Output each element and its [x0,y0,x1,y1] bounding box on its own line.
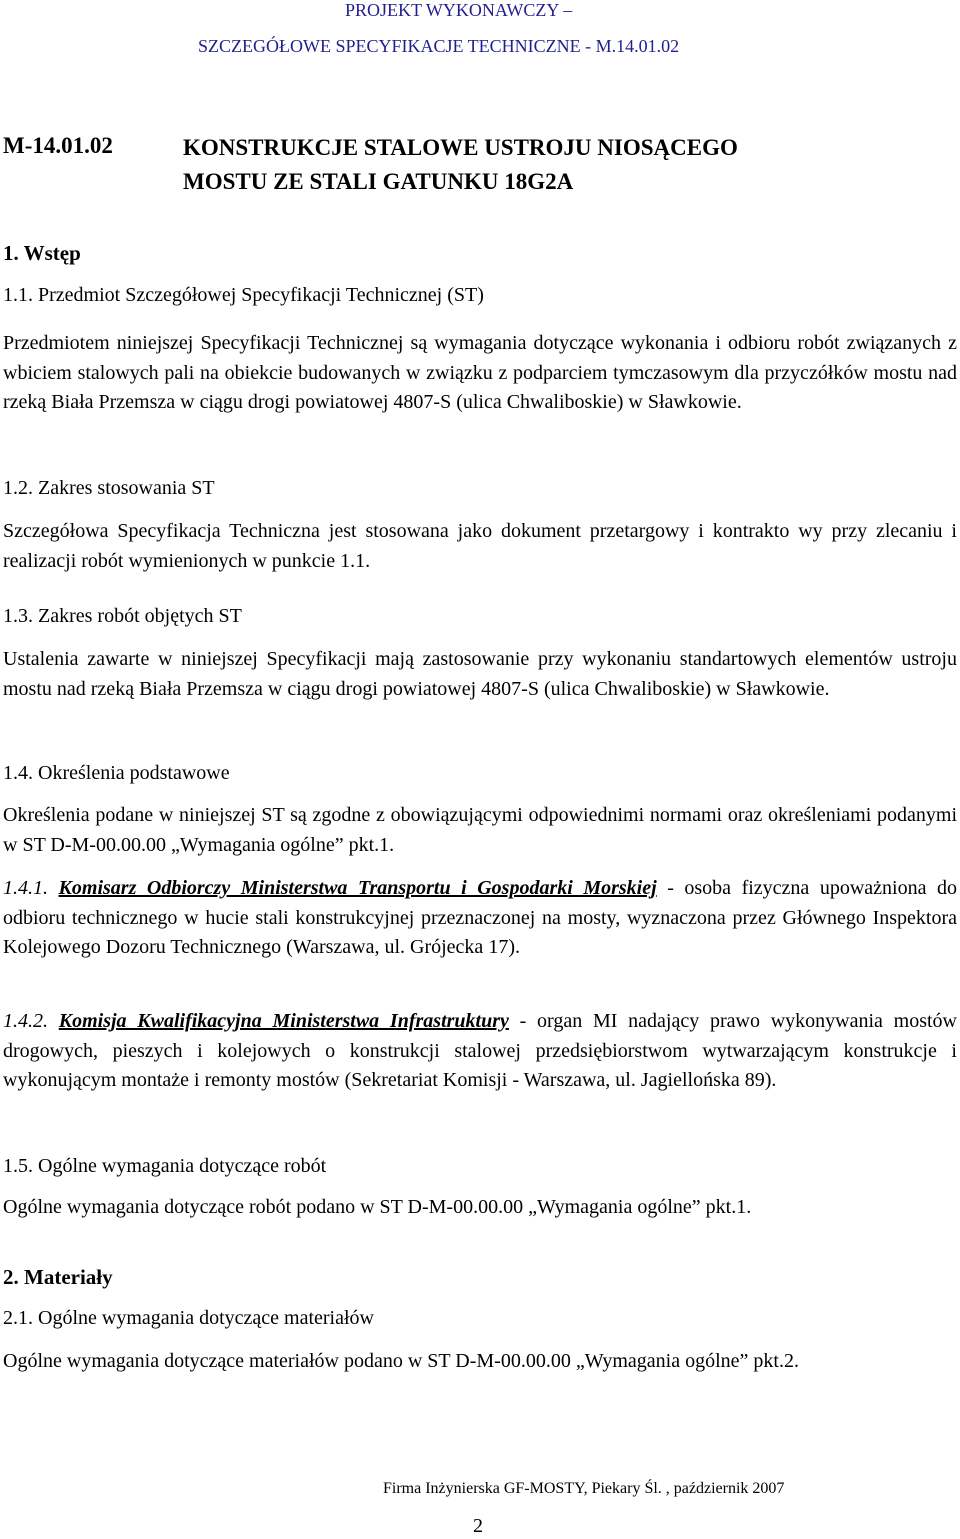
section-1-3-paragraph: Ustalenia zawarte w niniejszej Specyfikacji mają zastosowanie przy wykonaniu standartowych elementów ustroju mostu nad rzeką Biała Przemsza w ciągu drogi powiatowej 4807-S (ulica Chwaliboskie) w Sławkowie. [3,648,957,700]
section-2-1-heading: 2.1. Ogólne wymagania dotyczące materiałów [3,1307,374,1329]
section-2-1-paragraph: Ogólne wymagania dotyczące materiałów podano w ST D-M-00.00.00 „Wymagania ogólne” pkt.2. [3,1350,799,1372]
document-title-line1: KONSTRUKCJE STALOWE USTROJU NIOSĄCEGO [183,135,738,160]
document-code: M-14.01.02 [3,133,113,158]
section-1-5-heading: 1.5. Ogólne wymagania dotyczące robót [3,1155,327,1177]
footer-company: Firma Inżynierska GF-MOSTY, Piekary Śl. , październik 2007 [383,1480,785,1497]
section-2-heading: 2. Materiały [3,1265,113,1289]
definition-1-4-1 [3,874,957,963]
document-title-line2: MOSTU ZE STALI GATUNKU 18G2A [183,169,574,194]
definition-1-4-2 [3,1007,957,1096]
section-1-5-paragraph: Ogólne wymagania dotyczące robót podano w ST D-M-00.00.00 „Wymagania ogólne” pkt.1. [3,1196,752,1218]
section-1-2-heading: 1.2. Zakres stosowania ST [3,477,215,499]
definition-text: - organ MI nadający prawo wykonywania mostów drogowych, pieszych i kolejowych o konstrukcji stalowej przedsiębiorstwom wytwarzającym konstrukcje i wykonującym montaże i remonty mostów (Sekretariat Komisji - Warszawa, ul. Jagiellońska 89). [3,1010,957,1092]
page-number: 2 [473,1515,483,1537]
definition-text: - osoba fizyczna upoważniona do odbioru technicznego w hucie stali konstrukcyjnej przeznaczonej na mosty, wyznaczona przez Głównego Inspektora Kolejowego Dozoru Technicznego (Warszawa, ul. Grójecka 17). [3,877,957,959]
header-spec-title: SZCZEGÓŁOWE SPECYFIKACJE TECHNICZNE - M.14.01.02 [198,36,680,56]
section-1-1-paragraph: Przedmiotem niniejszej Specyfikacji Technicznej są wymagania dotyczące wykonania i odbioru robót związanych z wbiciem stalowych pali na obiekcie budowanych w związku z podparciem tymczasowym dla przyczółków mostu nad rzeką Biała Przemsza w ciągu drogi powiatowej 4807-S (ulica Chwaliboskie) w Sławkowie. [3,332,957,414]
section-1-4-paragraph: Określenia podane w niniejszej ST są zgodne z obowiązującymi odpowiednimi normami oraz określeniami podanymi w ST D-M-00.00.00 „Wymagania ogólne” pkt.1. [3,804,957,856]
definition-term: Komisarz Odbiorczy Ministerstwa Transportu i Gospodarki Morskiej [58,877,657,899]
definition-number: 1.4.2. [3,1010,48,1032]
header-project-title: PROJEKT WYKONAWCZY – [345,0,573,20]
section-1-1-heading: 1.1. Przedmiot Szczegółowej Specyfikacji Technicznej (ST) [3,284,484,306]
section-1-2-paragraph: Szczegółowa Specyfikacja Techniczna jest stosowana jako dokument przetargowy i kontrakto wy przy zlecaniu i realizacji robót wymienionych w punkcie 1.1. [3,520,957,572]
section-1-heading: 1. Wstęp [3,241,81,265]
section-1-4-heading: 1.4. Określenia podstawowe [3,762,230,784]
definition-number: 1.4.1. [3,877,48,899]
section-1-3-heading: 1.3. Zakres robót objętych ST [3,605,242,627]
definition-term: Komisja Kwalifikacyjna Ministerstwa Infrastruktury [58,1010,509,1032]
